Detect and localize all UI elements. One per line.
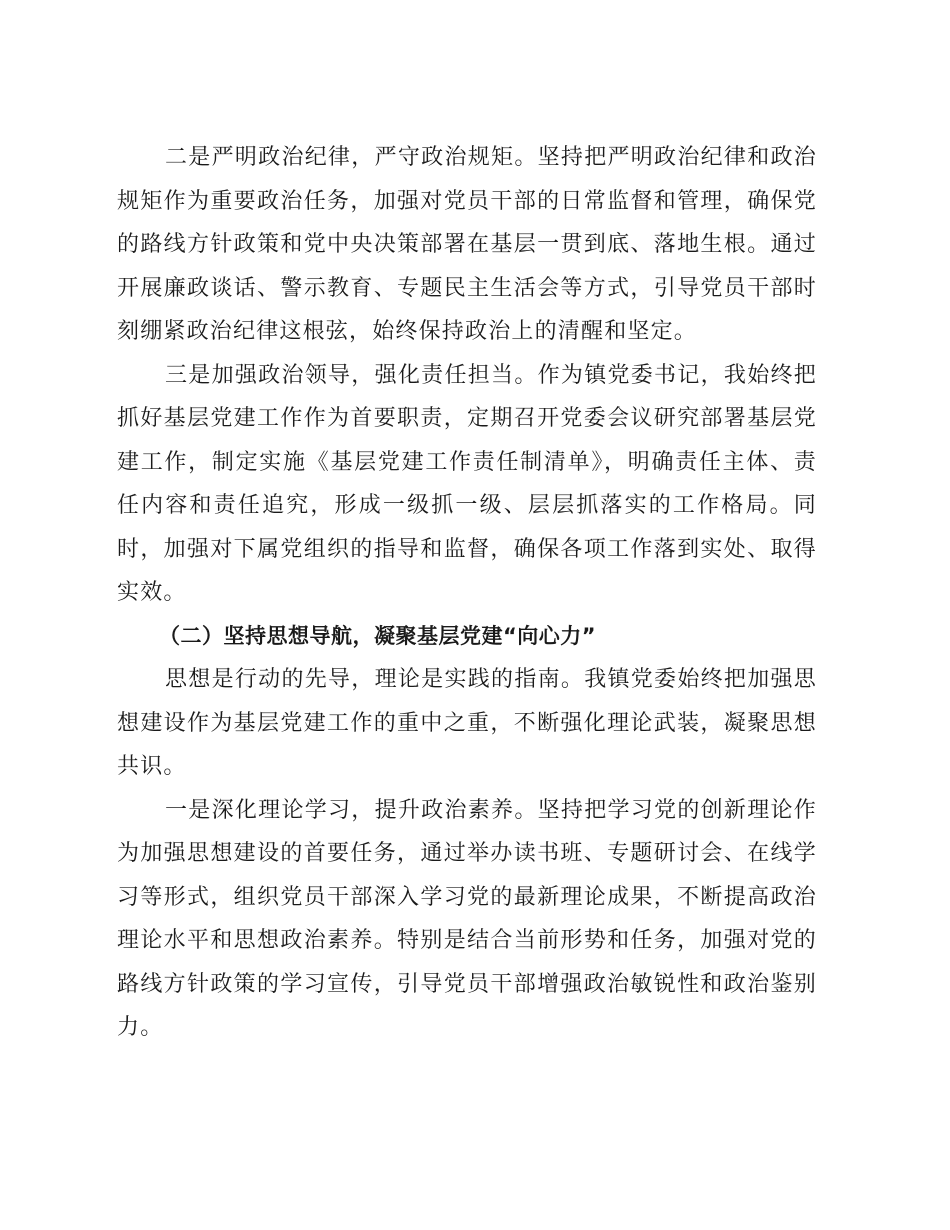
paragraph-theory-study: 一是深化理论学习，提升政治素养。坚持把学习党的创新理论作为加强思想建设的首要任务，通过举办读书班、专题研讨会、在线学习等形式，组织党员干部深入学习党的最新理论成果，不断提高政治理论水平和思想政治素养。特别是结合当前形势和任务，加强对党的路线方针政策的学习宣传，引导党员干部增强政治敏锐性和政治鉴别力。 [117, 797, 817, 1040]
section-heading-ideological-guidance: （二）坚持思想导航，凝聚基层党建“向心力” [159, 623, 597, 648]
paragraph-ideology-intro: 思想是行动的先导，理论是实践的指南。我镇党委始终把加强思想建设作为基层党建工作的重中之重，不断强化理论武装，凝聚思想共识。 [117, 667, 817, 779]
paragraph-political-discipline: 二是严明政治纪律，严守政治规矩。坚持把严明政治纪律和政治规矩作为重要政治任务，加强对党员干部的日常监督和管理，确保党的路线方针政策和党中央决策部署在基层一贯到底、落地生根。通过开展廉政谈话、警示教育、专题民主生活会等方式，引导党员干部时刻绷紧政治纪律这根弦，始终保持政治上的清醒和坚定。 [117, 145, 817, 344]
paragraph-political-leadership: 三是加强政治领导，强化责任担当。作为镇党委书记，我始终把抓好基层党建工作作为首要职责，定期召开党委会议研究部署基层党建工作，制定实施《基层党建工作责任制清单》，明确责任主体、责任内容和责任追究，形成一级抓一级、层层抓落实的工作格局。同时，加强对下属党组织的指导和监督，确保各项工作落到实处、取得实效。 [117, 362, 817, 605]
document-body [117, 136, 817, 1050]
